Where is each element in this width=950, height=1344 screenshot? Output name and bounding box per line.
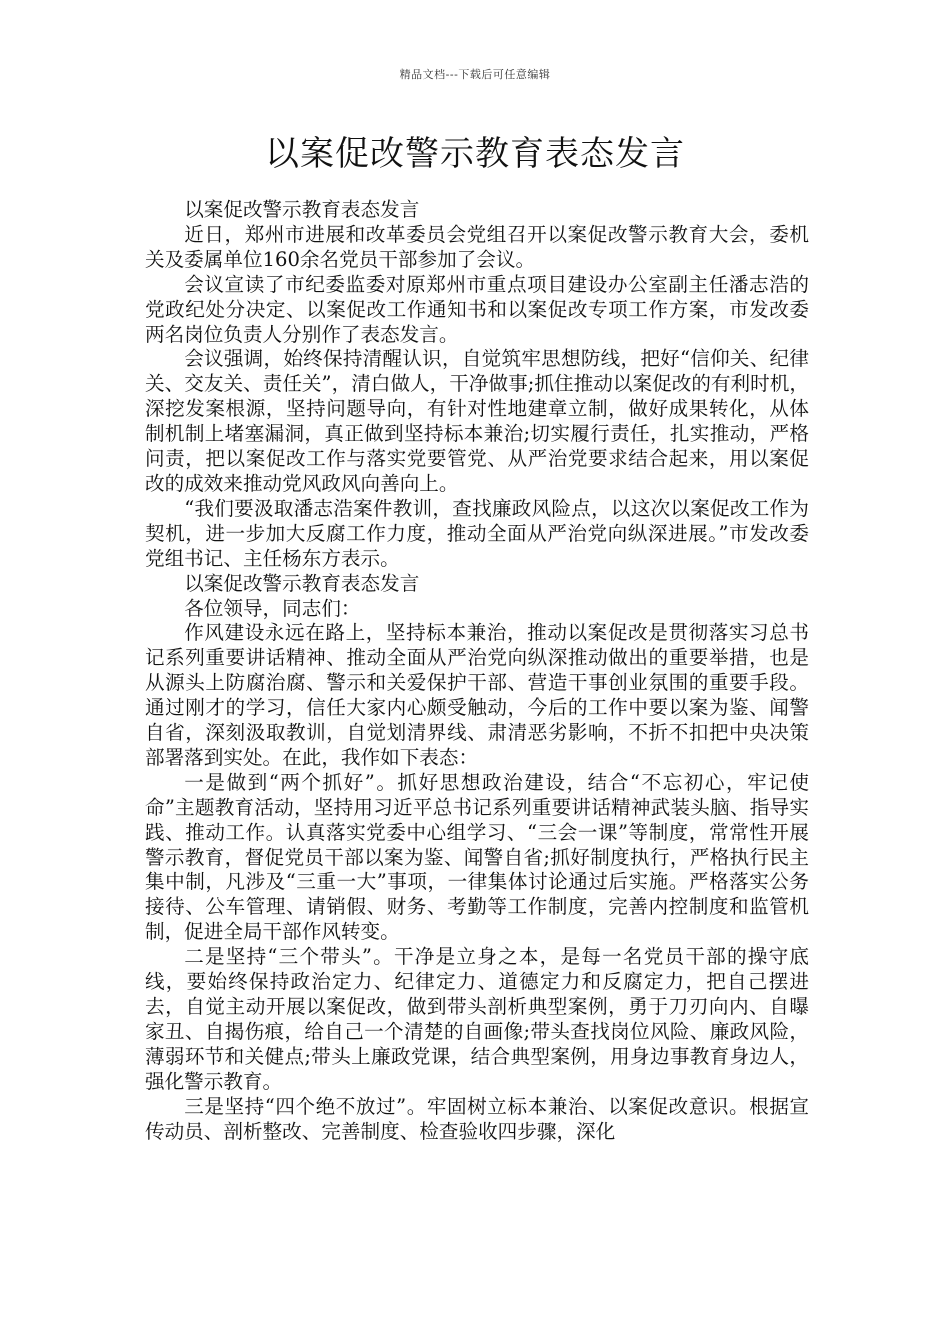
- body-paragraph: 各位领导，同志们：: [184, 596, 361, 620]
- body-paragraph: 作风建设永远在路上，坚持标本兼治，推动以案促改是贯彻落实习总书记系列重要讲话精神、推动全面从严治党向纵深推动做出的重要举措，也是从源头上防腐治腐、警示和关爱保护干部、营造干事创业氛围的重要手段。通过刚才的学习，信任大家内心颇受触动，今后的工作中要以案为鉴、闻警自省，深刻汲取教训，自觉划清界线、肃清恶劣影响，不折不扣把中央决策部署落到实处。在此，我作如下表态：: [145, 621, 809, 769]
- body-paragraph: 二是坚持“三个带头”。干净是立身之本，是每一名党员干部的操守底线，要始终保持政治定力、纪律定力、道德定力和反腐定力，把自己摆进去，自觉主动开展以案促改，做到带头剖析典型案例，勇于刀刃向内、自曝家丑、自揭伤痕，给自己一个清楚的自画像;带头查找岗位风险、廉政风险，薄弱环节和关健点;带头上廉政党课，结合典型案例，用身边事教育身边人，强化警示教育。: [145, 945, 809, 1093]
- body-paragraph: 以案促改警示教育表态发言: [184, 198, 420, 221]
- body-paragraph: “我们要汲取潘志浩案件教训，查找廉政风险点，以这次以案促改工作为契机，进一步加大反腐工作力度，推动全面从严治党向纵深进展。”市发改委党组书记、主任杨东方表示。: [145, 496, 809, 570]
- page-header-note: 精品文档---下载后可任意编辑: [399, 68, 551, 81]
- body-paragraph: 以案促改警示教育表态发言: [184, 571, 420, 595]
- body-paragraph: 近日，郑州市进展和改革委员会党组召开以案促改警示教育大会，委机关及委属单位160余名党员干部参加了会议。: [145, 222, 809, 271]
- body-paragraph: 三是坚持“四个绝不放过”。牢固树立标本兼治、以案促改意识。根据宣传动员、剖析整改、完善制度、检查验收四步骤，深化: [145, 1094, 809, 1143]
- body-paragraph: 一是做到“两个抓好”。抓好思想政治建设，结合“不忘初心，牢记使命”主题教育活动，坚持用习近平总书记系列重要讲话精神武装头脑、指导实践、推动工作。认真落实党委中心组学习、“三会一课”等制度，常常性开展警示教育，督促党员干部以案为鉴、闻警自省;抓好制度执行，严格执行民主集中制，凡涉及“三重一大”事项，一律集体讨论通过后实施。严格落实公务接待、公车管理、请销假、财务、考勤等工作制度，完善内控制度和监管机制，促进全局干部作风转变。: [145, 770, 809, 944]
- body-paragraph: 会议强调，始终保持清醒认识，自觉筑牢思想防线，把好“信仰关、纪律关、交友关、责任关”，清白做人，干净做事;抓住推动以案促改的有利时机，深挖发案根源，坚持问题导向，有针对性地建章立制，做好成果转化，从体制机制上堵塞漏洞，真正做到坚持标本兼治;切实履行责任，扎实推动，严格问责，把以案促改工作与落实党要管党、从严治党要求结合起来，用以案促改的成效来推动党风政风向善向上。: [145, 347, 809, 495]
- body-paragraph: 会议宣读了市纪委监委对原郑州市重点项目建设办公室副主任潘志浩的党政纪处分决定、以案促改工作通知书和以案促改专项工作方案，市发改委两名岗位负责人分别作了表态发言。: [145, 272, 809, 346]
- document-title: 以案促改警示教育表态发言: [265, 134, 685, 174]
- document-body: [145, 198, 809, 1144]
